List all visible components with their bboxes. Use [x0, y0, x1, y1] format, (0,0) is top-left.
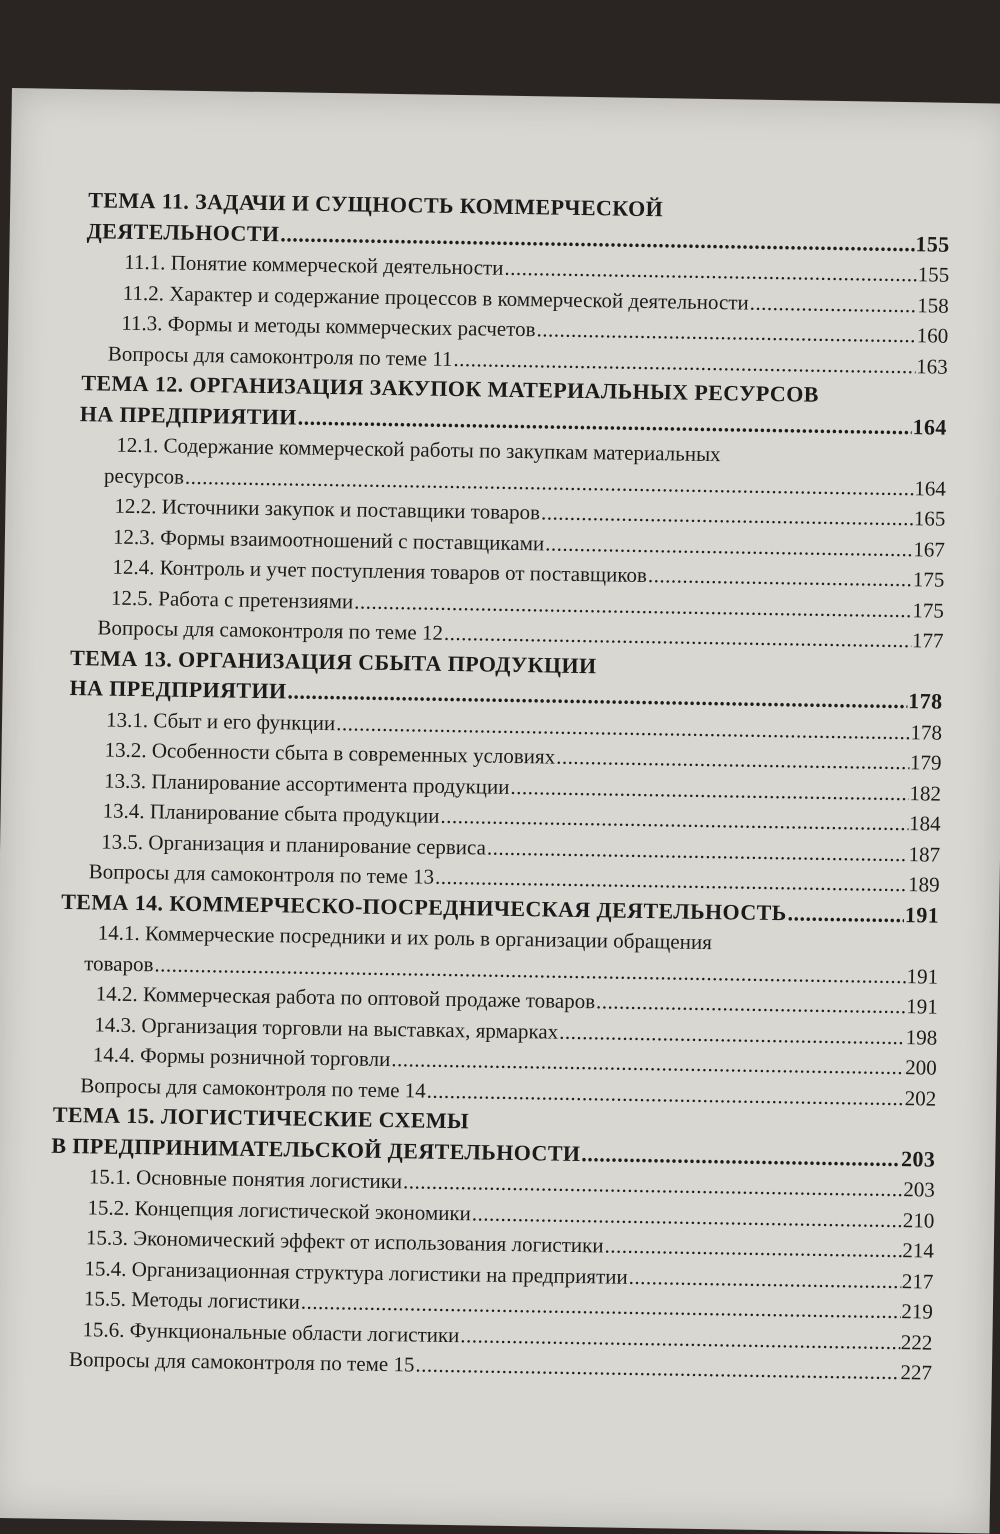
toc-page-number: 191: [906, 963, 939, 989]
toc-page-number: 164: [914, 475, 947, 501]
toc-entry-title: 14.4. Формы розничной торговли: [92, 1042, 391, 1072]
toc-page-number: 175: [912, 597, 945, 623]
toc-entry-title: 15.3. Экономический эффект от использования логистики: [85, 1225, 604, 1258]
toc-page-number: 210: [902, 1207, 935, 1233]
dot-leader: [581, 1139, 900, 1175]
dot-leader: [648, 560, 912, 595]
toc-page-number: 155: [915, 230, 950, 257]
dot-leader: [596, 986, 906, 1021]
dot-leader: [750, 287, 917, 320]
toc-entry-title: 11.3. Формы и методы коммерческих расчетов: [121, 310, 536, 342]
toc-entry-title: 14.1. Коммерческие посредники и их роль в организации обращения: [97, 920, 713, 955]
toc-entry-title: 15.4. Организационная структура логистики на предприятии: [84, 1255, 628, 1289]
toc-entry-title: 11.1. Понятие коммерческой деятельности: [124, 249, 504, 280]
toc-entry-title: 12.1. Содержание коммерческой работы по закупкам материальных: [116, 432, 721, 467]
toc-entry-title: 15.2. Концепция логистической экономики: [87, 1194, 472, 1225]
toc-entry-title: Вопросы для самоконтроля по теме 13: [88, 859, 435, 889]
toc-page-number: 202: [904, 1085, 937, 1111]
toc-entry-title: товаров: [84, 950, 154, 976]
toc-page-number: 160: [916, 323, 949, 348]
toc-page-number: 189: [907, 872, 940, 897]
toc-page-number: 222: [900, 1329, 933, 1355]
toc-entry-title: Вопросы для самоконтроля по теме 14: [80, 1072, 426, 1103]
toc-entry-title: 15.1. Основные понятия логистики: [88, 1164, 403, 1194]
dot-leader: [604, 1230, 901, 1265]
toc-entry-title: 15.6. Функциональные области логистики: [82, 1316, 460, 1347]
toc-entry-title: 13.5. Организация и планирование сервиса: [100, 828, 487, 860]
toc-page-number: 175: [912, 567, 945, 592]
toc-page-number: 200: [905, 1055, 937, 1080]
table-of-contents: [42, 185, 951, 1388]
toc-entry-title: 12.5. Работа с претензиями: [110, 585, 354, 613]
toc-page-number: 182: [909, 780, 942, 806]
toc-page-number: 178: [908, 688, 943, 714]
toc-entry-title: 15.5. Методы логистики: [83, 1286, 300, 1314]
toc-entry-title: 13.1. Сбыт и его функции: [105, 707, 336, 735]
toc-entry-title: НА ПРЕДПРИЯТИИ: [69, 674, 287, 704]
toc-page-number: 179: [909, 750, 942, 775]
toc-entry-title: ТЕМА 13. ОРГАНИЗАЦИЯ СБЫТА ПРОДУКЦИИ: [69, 644, 597, 678]
toc-entry-title: 13.4. Планирование сбыта продукции: [102, 798, 440, 828]
toc-entry-title: 14.3. Организация торговли на выставках, ярмарках: [94, 1011, 559, 1044]
toc-page-number: 227: [900, 1360, 933, 1385]
toc-page-number: 177: [911, 628, 944, 653]
toc-entry-title: 12.2. Источники закупок и поставщики товаров: [114, 493, 541, 525]
toc-page-number: 165: [913, 506, 946, 531]
toc-page-number: 184: [908, 811, 941, 836]
toc-entry-title: ТЕМА 15. ЛОГИСТИЧЕСКИЕ СХЕМЫ: [52, 1101, 470, 1134]
toc-page-number: 167: [913, 536, 946, 562]
toc-entry-title: В ПРЕДПРИНИМАТЕЛЬСКОЙ ДЕЯТЕЛЬНОСТИ: [51, 1132, 581, 1166]
toc-page-number: 158: [917, 292, 949, 318]
toc-page-number: 187: [908, 841, 941, 867]
toc-page-number: 155: [917, 262, 950, 287]
toc-entry-title: Вопросы для самоконтроля по теме 11: [107, 341, 453, 371]
toc-entry-title: Вопросы для самоконтроля по теме 12: [97, 615, 444, 645]
toc-page-number: 178: [910, 719, 943, 745]
toc-page-number: 198: [905, 1024, 938, 1050]
toc-entry-title: 12.3. Формы взаимоотношений с поставщиками: [112, 524, 545, 555]
toc-page-number: 191: [906, 994, 938, 1019]
toc-entry-title: ресурсов: [103, 462, 185, 489]
toc-entry-title: НА ПРЕДПРИЯТИИ: [79, 400, 297, 430]
toc-page-number: 203: [900, 1145, 936, 1172]
toc-entry-title: ТЕМА 12. ОРГАНИЗАЦИЯ ЗАКУПОК МАТЕРИАЛЬНЫХ РЕСУРСОВ: [81, 370, 819, 407]
dot-leader: [787, 898, 904, 930]
toc-entry-title: Вопросы для самоконтроля по теме 15: [68, 1347, 415, 1377]
toc-entry-title: 13.3. Планирование ассортимента продукции: [103, 768, 510, 799]
toc-entry-title: ТЕМА 11. ЗАДАЧИ И СУЩНОСТЬ КОММЕРЧЕСКОЙ: [88, 187, 664, 222]
dot-leader: [415, 1349, 899, 1387]
toc-entry-title: ДЕЯТЕЛЬНОСТИ: [86, 217, 280, 246]
book-page: [0, 88, 1000, 1534]
toc-page-number: 164: [912, 413, 947, 440]
toc-page-number: 214: [902, 1238, 935, 1263]
toc-page-number: 217: [901, 1268, 934, 1294]
toc-entry-title: 14.2. Коммерческая работа по оптовой продаже товаров: [95, 981, 596, 1014]
toc-entry-title: 11.2. Характер и содержание процессов в коммерческой деятельности: [122, 280, 749, 315]
toc-page-number: 163: [916, 353, 948, 379]
toc-page-number: 191: [904, 901, 940, 928]
toc-page-number: 219: [901, 1299, 934, 1324]
dot-leader: [628, 1261, 901, 1296]
toc-page-number: 203: [903, 1177, 935, 1202]
toc-entry-title: ТЕМА 14. КОММЕРЧЕСКО-ПОСРЕДНИЧЕСКАЯ ДЕЯТЕЛЬНОСТЬ: [61, 888, 787, 925]
toc-entry-title: 13.2. Особенности сбыта в современных условиях: [104, 737, 556, 769]
toc-entry-title: 12.4. Контроль и учет поступления товаров от поставщиков: [112, 554, 648, 588]
